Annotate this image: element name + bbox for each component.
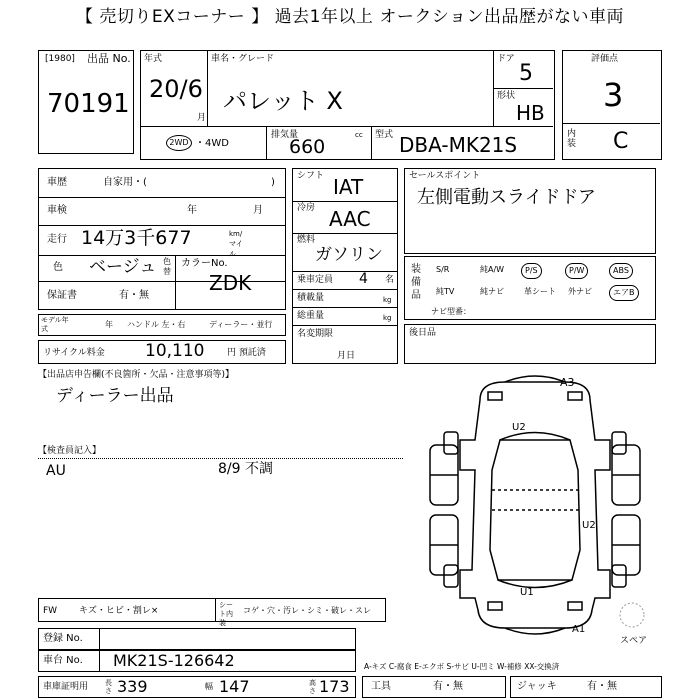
shift-value: IAT	[333, 175, 364, 199]
equipment-item: 純TV	[436, 287, 455, 296]
displacement-value: 660	[289, 136, 326, 158]
score-box	[562, 50, 662, 160]
equipment-item: P/W	[565, 263, 588, 279]
load-label: 積載量	[297, 293, 325, 303]
inspector-label: 【検査員記入】	[38, 446, 102, 456]
mileage-label: 走行	[47, 234, 67, 245]
h-label: 高さ	[309, 679, 316, 695]
chassis-value: MK21S-126642	[113, 651, 235, 670]
later-items-box	[404, 324, 656, 364]
recycle-value: 10,110	[145, 341, 205, 361]
damage-legend: A-キズ C-腐食 E-エクボ S-サビ U-凹ミ W-補修 XX-交換済	[364, 662, 560, 671]
later-items-label: 後日品	[409, 328, 437, 338]
equipment-item: 革シート	[524, 287, 556, 296]
len-value: 339	[117, 677, 148, 696]
inspector-note1: AU	[46, 463, 66, 479]
inspection-year: 年	[187, 205, 197, 216]
ac-value: AAC	[329, 207, 371, 231]
cert-row	[38, 676, 356, 698]
equipment-box	[404, 256, 656, 320]
score-label: 評価点	[591, 54, 619, 64]
capacity-value: 4	[359, 271, 368, 287]
recycle-label: リサイクル料金	[43, 348, 105, 358]
jack-row	[510, 676, 662, 698]
capacity-unit: 名	[385, 275, 395, 285]
recycle-unit: 円 預託済	[227, 348, 266, 358]
model-year-label: モデル年式	[41, 316, 69, 333]
equipment-item: P/S	[521, 263, 542, 279]
gross-unit: kg	[383, 314, 392, 322]
score-value: 3	[603, 76, 624, 114]
displacement-unit: cc	[355, 131, 363, 139]
sales-point-label: セールスポイント	[409, 171, 481, 181]
jack-label: ジャッキ	[517, 681, 557, 692]
equipment-item: エアB	[609, 285, 639, 301]
inspector-note2: 8/9 不調	[218, 461, 273, 477]
doors-value: 5	[519, 61, 533, 86]
mark-a1: A1	[572, 624, 586, 635]
fw-label: FW	[43, 606, 58, 616]
color-label: 色	[53, 262, 63, 273]
lot-box	[38, 50, 134, 154]
tools-label: 工具	[371, 681, 391, 692]
mark-a3: A3	[560, 376, 575, 389]
seat-label: シート内装	[219, 601, 233, 627]
shift-label: シフト	[297, 171, 325, 181]
color-no-label: カラーNo.	[181, 258, 228, 269]
drive-2wd-circled: 2WD	[166, 135, 192, 151]
car-name-value: パレット X	[223, 87, 343, 115]
doors-label: ドア	[497, 54, 515, 64]
cert-label: 車庫証明用	[43, 682, 89, 692]
color-no-value: ZDK	[209, 271, 252, 295]
handle: ハンドル 左・右	[127, 320, 186, 329]
seat-items: コゲ・穴・汚レ・シミ・破レ・スレ	[243, 606, 371, 615]
equipment-item: 純ナビ	[480, 287, 504, 296]
navi-model: ナビ型番：	[431, 307, 471, 316]
lot-sub: [1980]	[45, 54, 75, 64]
registration-row	[38, 628, 356, 650]
inspection-month: 月	[253, 205, 263, 216]
mark-u2-rear: U2	[512, 422, 526, 433]
year-label: 年式	[144, 54, 163, 64]
history-close: )	[271, 177, 275, 188]
mileage-value: 14万3千677	[81, 227, 192, 249]
equipment-item: 外ナビ	[568, 287, 592, 296]
shape-label: 形状	[497, 91, 516, 101]
equipment-item: ABS	[609, 263, 633, 279]
page-title: 【 売切りEXコーナー 】 過去1年以上 オークション出品歴がない車両	[76, 7, 624, 27]
interior-label: 内装	[567, 129, 577, 149]
len-label: 長さ	[105, 679, 112, 695]
car-info-box	[140, 50, 555, 160]
color-change: 色替	[163, 257, 171, 276]
equipment-label: 装備品	[411, 264, 421, 301]
color-value: ベージュ	[89, 257, 157, 277]
warranty-value: 有・無	[119, 290, 149, 301]
chassis-row	[38, 650, 356, 672]
year-value: 20/6	[149, 75, 203, 103]
declaration-value: ディーラー出品	[56, 386, 174, 406]
history-label: 車歴	[47, 177, 67, 188]
fuel-label: 燃料	[297, 235, 316, 245]
history-value: 自家用・(	[103, 177, 147, 188]
nameplate-unit: 月日	[337, 351, 356, 361]
inspection-label: 車検	[47, 205, 67, 216]
nameplate-label: 名変期限	[297, 329, 334, 339]
jack-value: 有・無	[587, 681, 617, 692]
tools-value: 有・無	[433, 681, 463, 692]
fuel-value: ガソリン	[315, 245, 383, 265]
capacity-label: 乗車定員	[297, 275, 334, 285]
mileage-unit: km/マイル	[229, 230, 243, 258]
sales-point-value: 左側電動スライドドア	[417, 187, 596, 208]
model-label: 型式	[375, 130, 394, 140]
mark-u2-side: U2	[582, 520, 596, 531]
recycle-row	[38, 340, 286, 364]
ac-label: 冷房	[297, 203, 316, 213]
w-label: 幅	[205, 682, 213, 691]
equipment-grid	[429, 259, 653, 303]
load-unit: kg	[383, 296, 392, 304]
gross-label: 総重量	[297, 311, 325, 321]
drive-4wd: ・4WD	[195, 138, 229, 149]
model-value: DBA-MK21S	[399, 133, 518, 157]
lot-number: 70191	[47, 89, 130, 119]
equipment-item: S/R	[436, 265, 450, 274]
year-unit: 月	[197, 113, 207, 123]
lot-label: 出品 No.	[87, 52, 131, 65]
shape-value: HB	[516, 101, 545, 125]
warranty-label: 保証書	[47, 290, 77, 301]
displacement-label: 排気量	[271, 130, 299, 140]
model-year-year: 年	[105, 320, 113, 329]
equipment-item: 純A/W	[480, 265, 505, 274]
vehicle-form	[38, 168, 286, 310]
car-name-label: 車名・グレード	[211, 54, 275, 64]
chassis-label: 車台 No.	[43, 655, 83, 666]
tools-row	[362, 676, 506, 698]
mark-u1: U1	[520, 587, 534, 598]
fw-items: キズ・ヒビ・割レ×	[79, 606, 159, 616]
spec-box	[292, 168, 398, 364]
declaration-label: 【出品店申告欄(不良箇所・欠品・注意事項等)】	[38, 370, 235, 380]
car-diagram	[410, 370, 660, 640]
sales-point-box	[404, 168, 656, 254]
w-value: 147	[219, 677, 250, 696]
fw-row	[38, 598, 386, 627]
h-value: 173	[319, 677, 350, 696]
model-year-row	[38, 314, 286, 336]
dealer: ディーラー・並行	[209, 320, 273, 329]
interior-value: C	[613, 129, 629, 154]
spare-label: スペア	[620, 636, 648, 646]
registration-label: 登録 No.	[43, 633, 83, 644]
